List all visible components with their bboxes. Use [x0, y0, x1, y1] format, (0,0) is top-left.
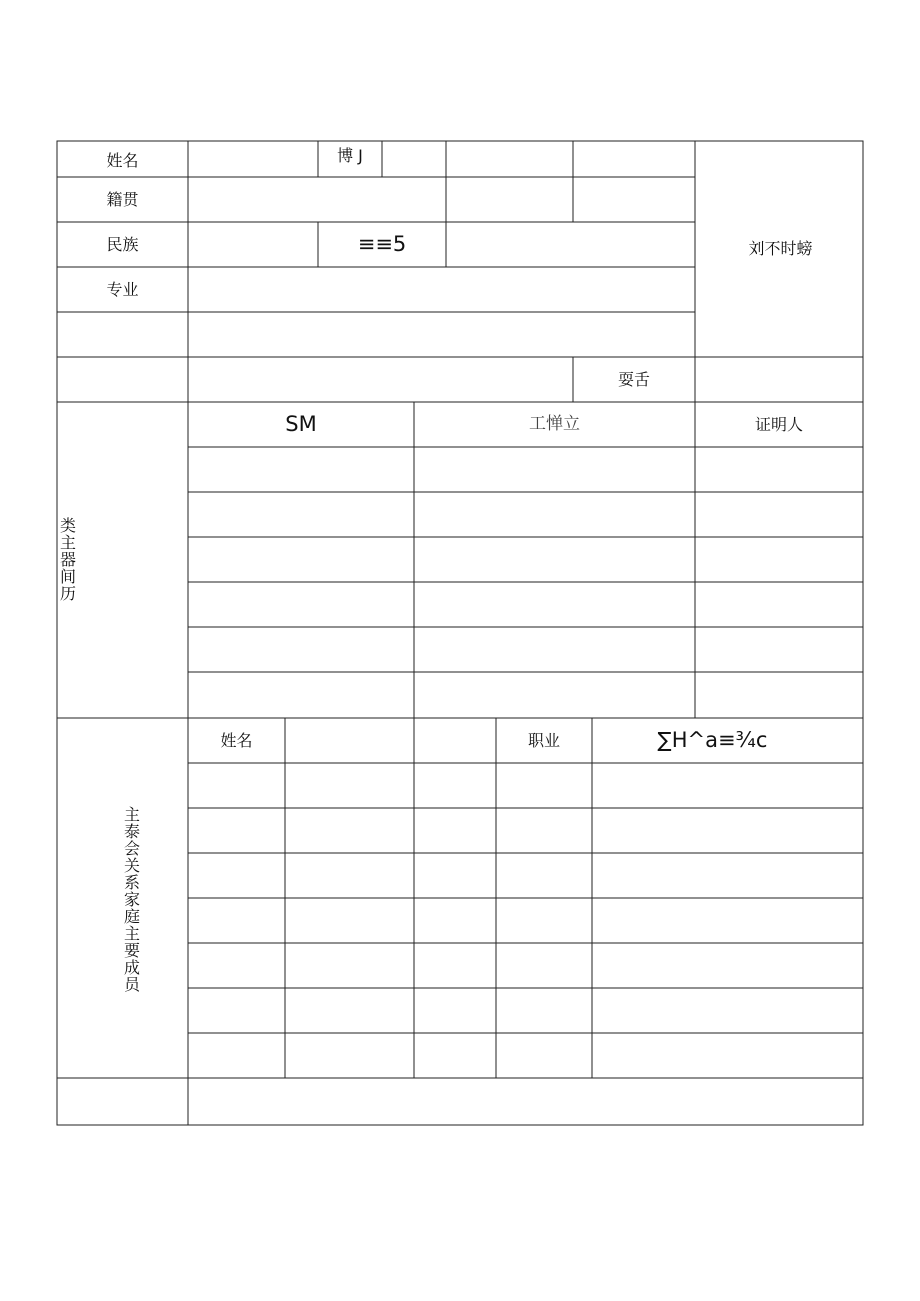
ethnicity-label: 民族 [106, 234, 139, 254]
native-place-label: 籍贯 [106, 189, 139, 209]
field-e-label: ≡≡5 [357, 232, 407, 256]
photo-label: 刘不时螃 [748, 239, 813, 258]
resume-col2-header: 工惮立 [529, 414, 580, 434]
family-col4-header: 职业 [527, 730, 560, 750]
resume-col3-header: 证明人 [754, 414, 803, 434]
major-label: 专业 [106, 279, 139, 299]
family-col5-header: ∑H^a≡¾c [657, 728, 768, 752]
name-label: 姓名 [106, 150, 139, 170]
family-col1-header: 姓名 [220, 730, 253, 750]
field-f-label: 耍舌 [617, 369, 650, 389]
resume-col1-header: SM [285, 412, 317, 436]
field-b-label: 博 J [337, 146, 363, 165]
family-section-label: 主泰会关系家庭主要成员 [123, 805, 140, 994]
resume-section-label: 类主器间历 [59, 516, 76, 603]
